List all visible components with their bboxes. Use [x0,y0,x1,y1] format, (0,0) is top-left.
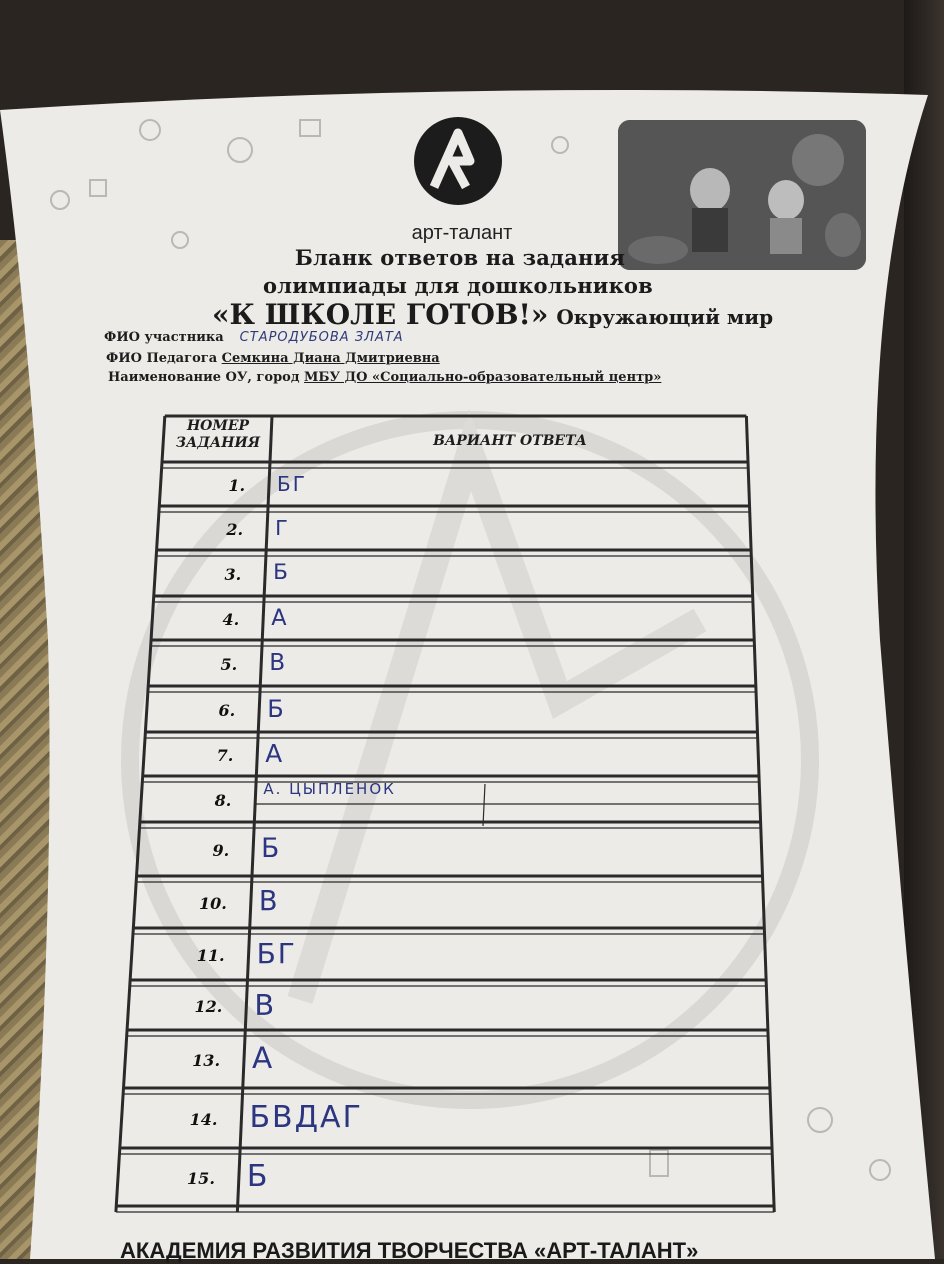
answer-cell: Б [273,560,290,586]
header-number [168,418,268,452]
row8-split-line [483,784,485,826]
organization-label: Наименование ОУ, город [108,370,300,385]
task-number: 9. [212,841,230,860]
participant-name: СТАРОДУБОВА ЗЛАТА [239,330,404,345]
task-number: 6. [218,701,236,720]
title-line-1: Бланк ответов на задания [294,245,626,270]
task-number: 3. [224,565,242,584]
task-number: 5. [220,655,238,674]
header-answer: ВАРИАНТ ОТВЕТА [433,433,587,449]
task-number: 15. [187,1169,215,1188]
task-number: 8. [214,791,232,810]
answer-cell: Б [267,694,286,723]
table-right-border [746,416,774,1212]
title-line-2: олимпиады для дошкольников [263,273,653,298]
answer-cell: БГ [277,472,307,496]
olympiad-name: «К ШКОЛЕ ГОТОВ!» [212,298,549,331]
answer-cell: А. ЦЫПЛЕНОК [263,780,396,798]
task-number: 13. [192,1051,221,1070]
brand-name: арт-талант [411,222,513,244]
table-left-border [116,416,165,1212]
task-number: 14. [189,1110,218,1129]
answer-cell: А [252,1041,275,1076]
footer-text: АКАДЕМИЯ РАЗВИТИЯ ТВОРЧЕСТВА «АРТ-ТАЛАНТ» [120,1238,699,1263]
answer-cell: А [265,739,285,769]
header-number-line2: ЗАДАНИЯ [175,435,261,451]
answer-cell: Г [275,515,290,540]
answer-cell: А [271,604,289,631]
task-number: 1. [228,476,246,495]
answer-cell: В [258,885,280,917]
task-number: 12. [194,997,223,1016]
answer-cell: Б [246,1159,270,1194]
task-number: 10. [199,894,227,913]
subject-name: Окружающий мир [556,305,774,329]
task-number: 7. [216,746,234,765]
answer-cell: В [269,649,288,677]
participant-label: ФИО участника [104,330,224,345]
teacher-label: ФИО Педагога [106,351,218,366]
organization-name: МБУ ДО «Социально-образовательный центр» [304,370,662,385]
answer-cell: Б [261,833,282,865]
task-number: 4. [222,610,240,629]
answer-cell: БВДАГ [249,1100,363,1135]
header-number-line1: НОМЕР [186,418,250,434]
task-number: 11. [196,946,225,965]
answer-cell: БГ [256,937,297,971]
answer-cell: В [254,987,277,1022]
teacher-name: Семкина Диана Дмитриевна [221,351,440,366]
task-number: 2. [226,520,244,539]
